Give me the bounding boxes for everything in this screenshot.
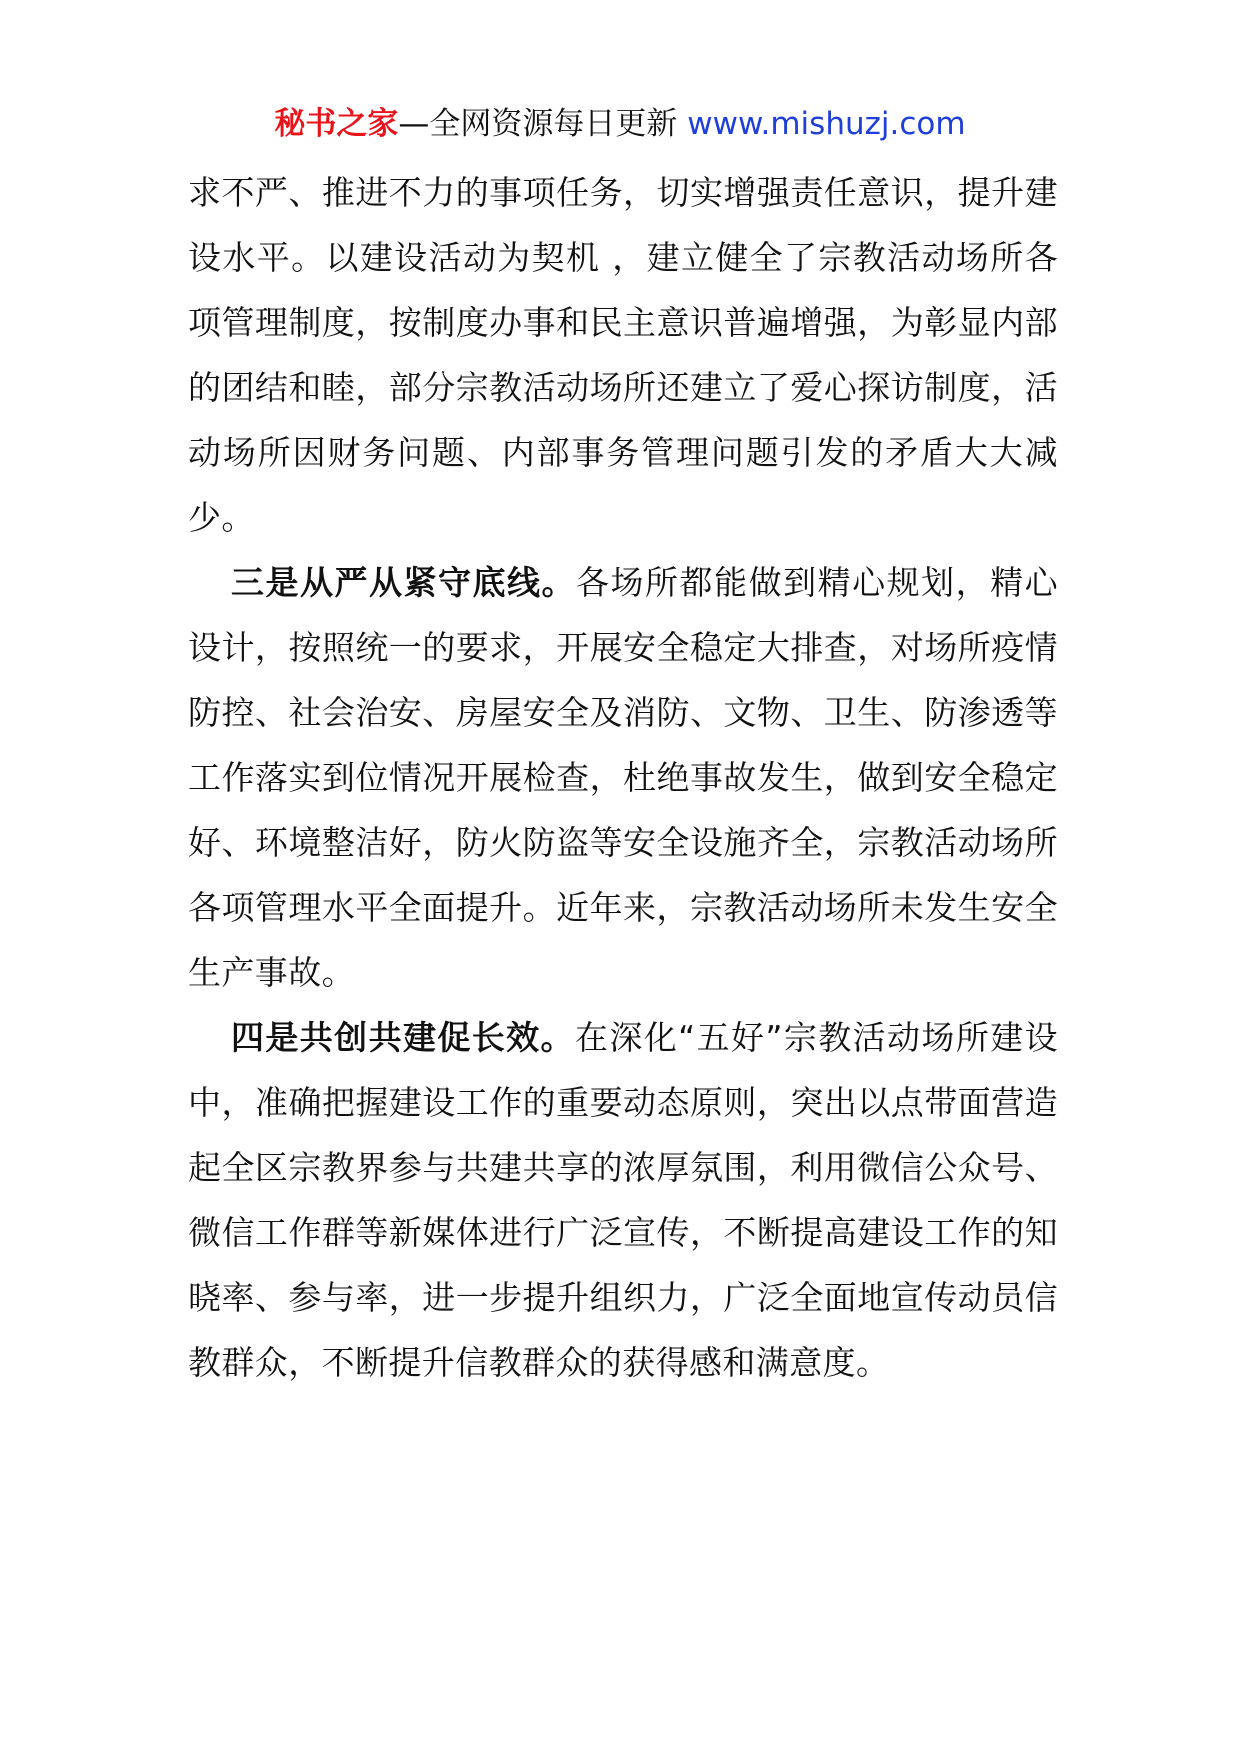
paragraph-co-building [188, 1005, 1058, 1395]
site-url: www.mishuzj.com [687, 106, 966, 142]
document-body [188, 160, 1058, 1395]
page-header [0, 100, 1240, 148]
paragraph-heading-co-building: 四是共创共建促长效。 [231, 1018, 575, 1057]
brand-name: 秘书之家 [274, 106, 399, 142]
paragraph-text-bottom-line: 各场所都能做到精心规划，精心设计，按照统一的要求，开展安全稳定大排查，对场所疫情防控、社会治安、房屋安全及消防、文物、卫生、防渗透等工作落实到位情况开展检查，杜绝事故发生，做到安全稳定好、环境整洁好，防火防盗等安全设施齐全，宗教活动场所各项管理水平全面提升。近年来，宗教活动场所未发生安全生产事故。 [188, 563, 1058, 992]
paragraph-heading-bottom-line: 三是从严从紧守底线。 [231, 563, 577, 602]
paragraph-bottom-line [188, 550, 1058, 1005]
header-tagline: —全网资源每日更新 [398, 106, 688, 142]
paragraph-text-co-building: 在深化“五好”宗教活动场所建设中，准确把握建设工作的重要动态原则，突出以点带面营造起全区宗教界参与共建共享的浓厚氛围，利用微信公众号、微信工作群等新媒体进行广泛宣传，不断提高建设工作的知晓率、参与率，进一步提升组织力，广泛全面地宣传动员信教群众，不断提升信教群众的获得感和满意度。 [188, 1018, 1058, 1382]
paragraph-continuation: 求不严、推进不力的事项任务，切实增强责任意识，提升建设水平。以建设活动为契机 ，建立健全了宗教活动场所各项管理制度，按制度办事和民主意识普遍增强，为彰显内部的团结和睦，部分宗教活动场所还建立了爱心探访制度，活动场所因财务问题、内部事务管理问题引发的矛盾大大减少。 [188, 173, 1058, 537]
